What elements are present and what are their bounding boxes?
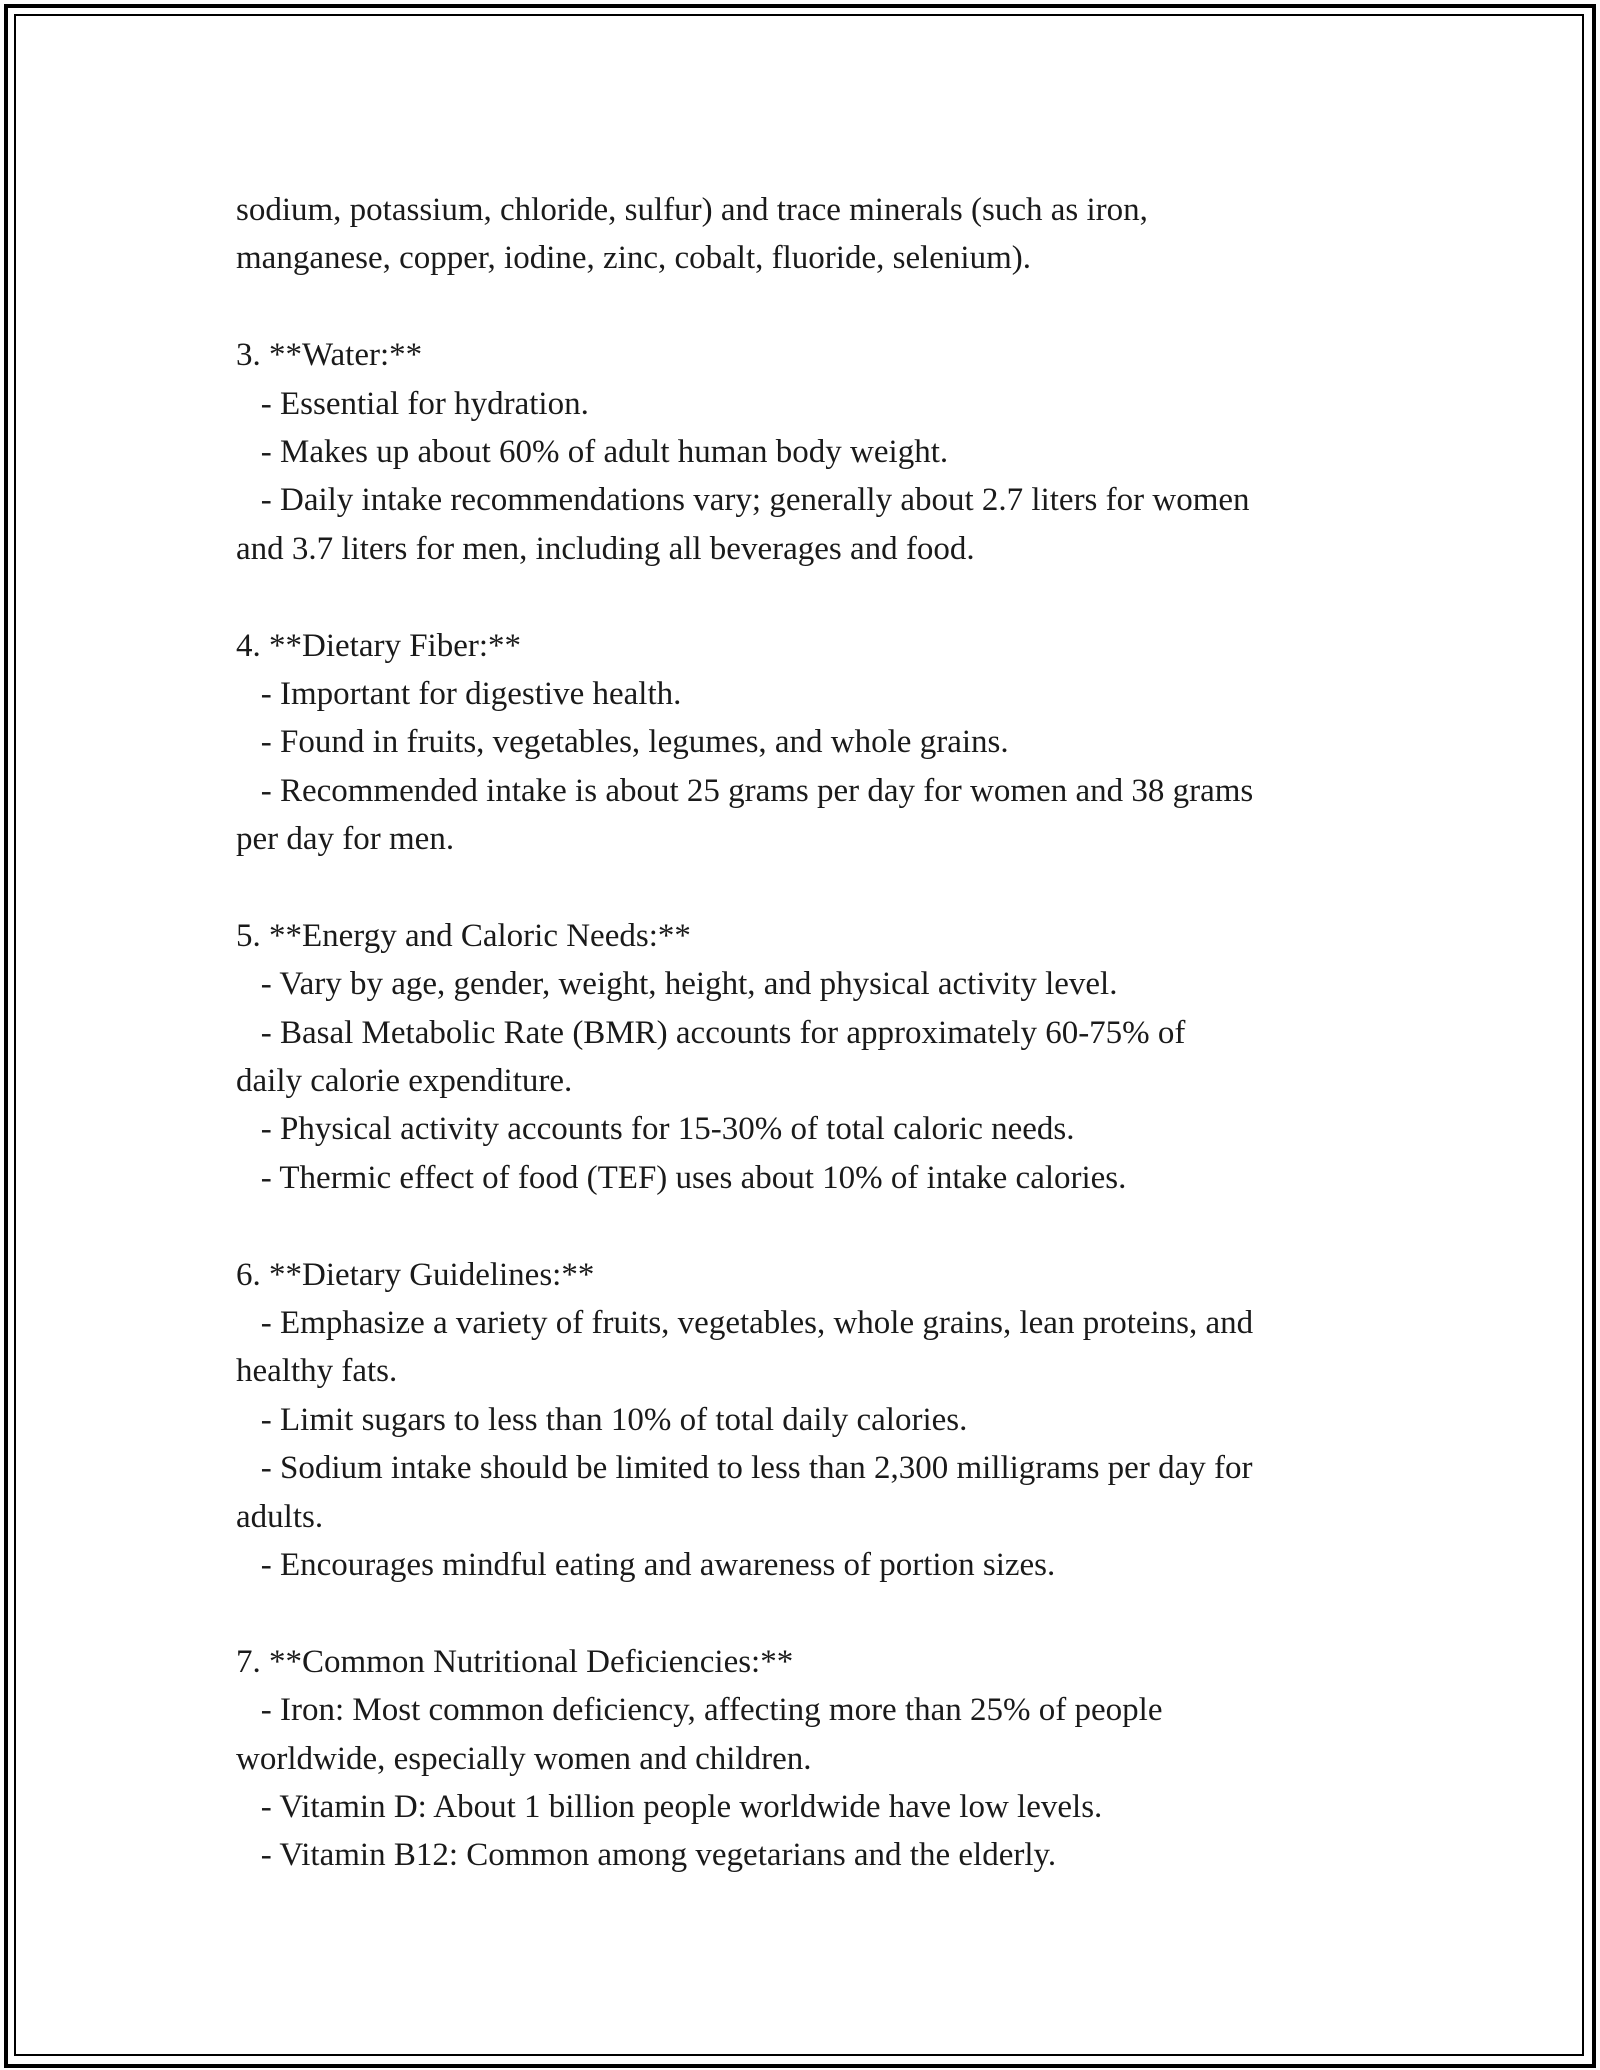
- section-heading: 6. **Dietary Guidelines:**: [236, 1256, 595, 1293]
- intro-paragraph: [236, 186, 1386, 283]
- section-heading: 4. **Dietary Fiber:**: [236, 627, 522, 664]
- text-line: - Important for digestive health.: [236, 675, 682, 712]
- document-body: [236, 186, 1386, 1880]
- text-line: - Emphasize a variety of fruits, vegetables, whole grains, lean proteins, and: [236, 1304, 1254, 1341]
- text-line: - Daily intake recommendations vary; generally about 2.7 liters for women: [236, 482, 1250, 519]
- text-line: - Thermic effect of food (TEF) uses about 10% of intake calories.: [236, 1159, 1127, 1196]
- text-line: - Sodium intake should be limited to less than 2,300 milligrams per day for: [236, 1450, 1253, 1487]
- text-line: and 3.7 liters for men, including all beverages and food.: [236, 530, 975, 567]
- spacer: [236, 283, 1386, 331]
- spacer: [236, 1589, 1386, 1637]
- text-line: - Found in fruits, vegetables, legumes, and whole grains.: [236, 724, 1009, 761]
- text-line: manganese, copper, iodine, zinc, cobalt, fluoride, selenium).: [236, 240, 1031, 277]
- spacer: [236, 863, 1386, 911]
- section-heading: 5. **Energy and Caloric Needs:**: [236, 917, 691, 954]
- text-line: - Basal Metabolic Rate (BMR) accounts for approximately 60-75% of: [236, 1014, 1186, 1051]
- text-line: - Limit sugars to less than 10% of total daily calories.: [236, 1401, 968, 1438]
- text-line: - Physical activity accounts for 15-30% of total caloric needs.: [236, 1111, 1075, 1148]
- spacer: [236, 1202, 1386, 1250]
- section-common-deficiencies: [236, 1638, 1386, 1880]
- section-dietary-guidelines: [236, 1251, 1386, 1590]
- text-line: - Recommended intake is about 25 grams per day for women and 38 grams: [236, 772, 1254, 809]
- text-line: worldwide, especially women and children.: [236, 1740, 812, 1777]
- text-line: adults.: [236, 1498, 324, 1535]
- text-line: - Iron: Most common deficiency, affecting more than 25% of people: [236, 1692, 1163, 1729]
- section-heading: 3. **Water:**: [236, 337, 423, 374]
- text-line: healthy fats.: [236, 1353, 398, 1390]
- spacer: [236, 573, 1386, 621]
- text-line: sodium, potassium, chloride, sulfur) and trace minerals (such as iron,: [236, 192, 1148, 228]
- text-line: - Essential for hydration.: [236, 385, 589, 422]
- section-dietary-fiber: [236, 622, 1386, 864]
- section-heading: 7. **Common Nutritional Deficiencies:**: [236, 1643, 794, 1680]
- text-line: - Vary by age, gender, weight, height, and physical activity level.: [236, 966, 1118, 1003]
- section-energy-caloric-needs: [236, 912, 1386, 1202]
- text-line: per day for men.: [236, 821, 455, 858]
- text-line: daily calorie expenditure.: [236, 1063, 573, 1100]
- text-line: - Makes up about 60% of adult human body weight.: [236, 433, 949, 470]
- text-line: - Encourages mindful eating and awareness of portion sizes.: [236, 1546, 1056, 1583]
- text-line: - Vitamin B12: Common among vegetarians and the elderly.: [236, 1837, 1057, 1874]
- section-water: [236, 331, 1386, 573]
- text-line: - Vitamin D: About 1 billion people worldwide have low levels.: [236, 1788, 1103, 1825]
